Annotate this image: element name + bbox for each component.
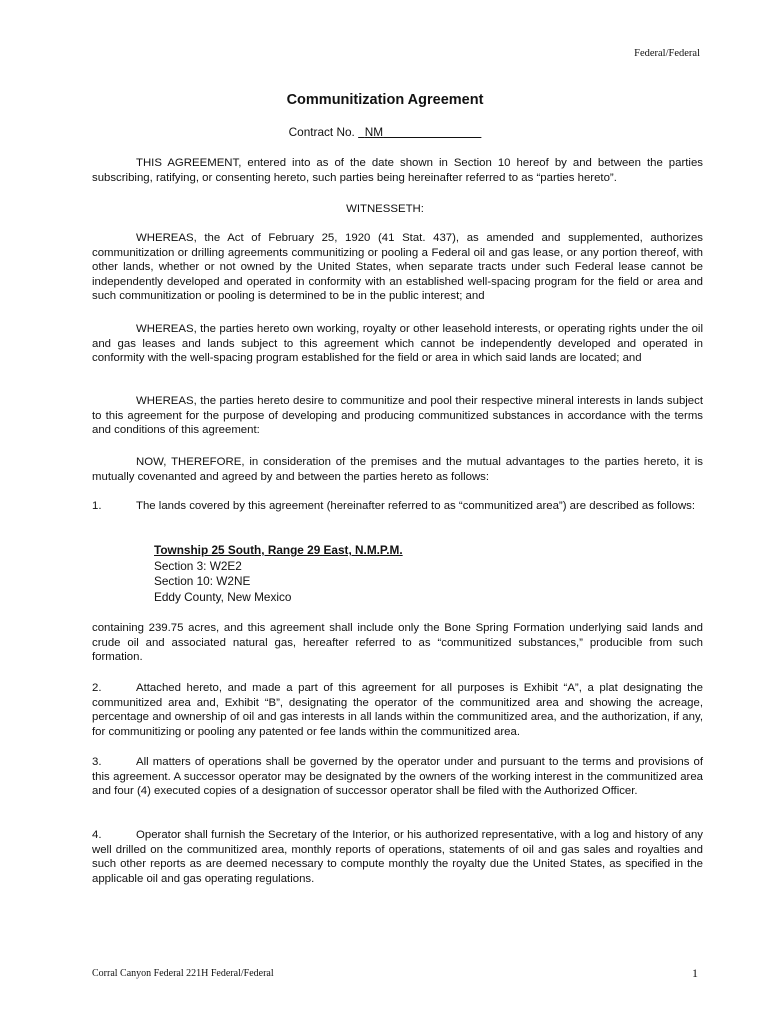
preamble-paragraph: THIS AGREEMENT, entered into as of the date shown in Section 10 hereof by and between the parties subscribing, ratifying, or consenting hereto, such parties being hereinafter referred to as “parties hereto”.: [92, 157, 703, 184]
section-4-text: Operator shall furnish the Secretary of the Interior, or his authorized representative, with a log and history of any well drilled on the communitized area, monthly reports of operations, statements of oil and gas sales and royalties and such other reports as are deemed necessary to compute monthly the royalty due the United States, as specified in the applicable oil and gas operating regulations.: [92, 829, 703, 885]
township-heading: Township 25 South, Range 29 East, N.M.P.M.: [154, 543, 403, 557]
section-1-text: The lands covered by this agreement (hereinafter referred to as “communitized area”) are described as follows:: [136, 500, 696, 512]
whereas-paragraph-3: WHEREAS, the parties hereto desire to communitize and pool their respective mineral interests in lands subject to this agreement for the purpose of developing and producing communitized substances in accordance with the terms and conditions of this agreement:: [92, 395, 703, 437]
footer-document-name: Corral Canyon Federal 221H Federal/Federal: [92, 968, 274, 979]
whereas-paragraph-1: WHEREAS, the Act of February 25, 1920 (41 Stat. 437), as amended and supplemented, authorizes communitization or drilling agreements communitizing or pooling a Federal oil and gas lease, or any portion thereof, with other lands, whether or not owned by the United States, when separate tracts under such Federal lease cannot be independently developed and operated in conformity with an established well-spacing program for the field or area and such communitization or pooling is determined to be in the public interest; and: [92, 232, 703, 303]
contract-label: Contract No.: [288, 125, 355, 139]
land-description: [154, 543, 403, 605]
land-line: Section 10: W2NE: [154, 574, 251, 589]
section-3-text: All matters of operations shall be governed by the operator under and pursuant to the terms and provisions of this agreement. A successor operator may be designated by the owners of the working interest in the communitized area and four (4) executed copies of a designation of successor operator shall be filed with the Authorized Officer.: [92, 756, 703, 798]
header-label: Federal/Federal: [634, 48, 700, 59]
contract-number-value: NM: [364, 125, 384, 139]
section-2-text: Attached hereto, and made a part of this agreement for all purposes is Exhibit “A”, a plat designating the communitized area and, Exhibit “B”, designating the operator of the communitized area and showing the acreage, percentage and ownership of oil and gas interests in all lands within the communitized area, and the authorization, if any, for communitizing or pooling any patented or fee lands within the communitized area.: [92, 682, 703, 738]
section-3-number: 3.: [92, 756, 102, 768]
land-line: Eddy County, New Mexico: [154, 589, 292, 604]
now-therefore-paragraph: NOW, THEREFORE, in consideration of the premises and the mutual advantages to the parties hereto, it is mutually covenanted and agreed by and between the parties hereto as follows:: [92, 456, 703, 483]
section-4-number: 4.: [92, 829, 102, 841]
section-1-paragraph: [92, 499, 703, 514]
page-title: Communitization Agreement: [286, 92, 484, 108]
section-2-number: 2.: [92, 682, 102, 694]
contract-number-field: [358, 125, 481, 139]
witnesseth-heading: WITNESSETH:: [346, 203, 424, 215]
whereas-paragraph-2: WHEREAS, the parties hereto own working, royalty or other leasehold interests, or operating rights under the oil and gas leases and lands subject to this agreement which cannot be independently developed and operated in conformity with the well-spacing program established for the field or area in which said lands are located; and: [92, 323, 703, 365]
containing-paragraph: containing 239.75 acres, and this agreement shall include only the Bone Spring Formation underlying said lands and crude oil and associated natural gas, hereafter referred to as “communitized substances,” producible from such formation.: [92, 622, 703, 664]
section-2-paragraph: [92, 681, 703, 739]
section-1-number: 1.: [92, 500, 102, 512]
section-3-paragraph: [92, 755, 703, 799]
contract-number-line: [0, 125, 770, 140]
page-number: 1: [692, 966, 698, 980]
land-line: Section 3: W2E2: [154, 558, 242, 573]
section-4-paragraph: [92, 828, 703, 886]
